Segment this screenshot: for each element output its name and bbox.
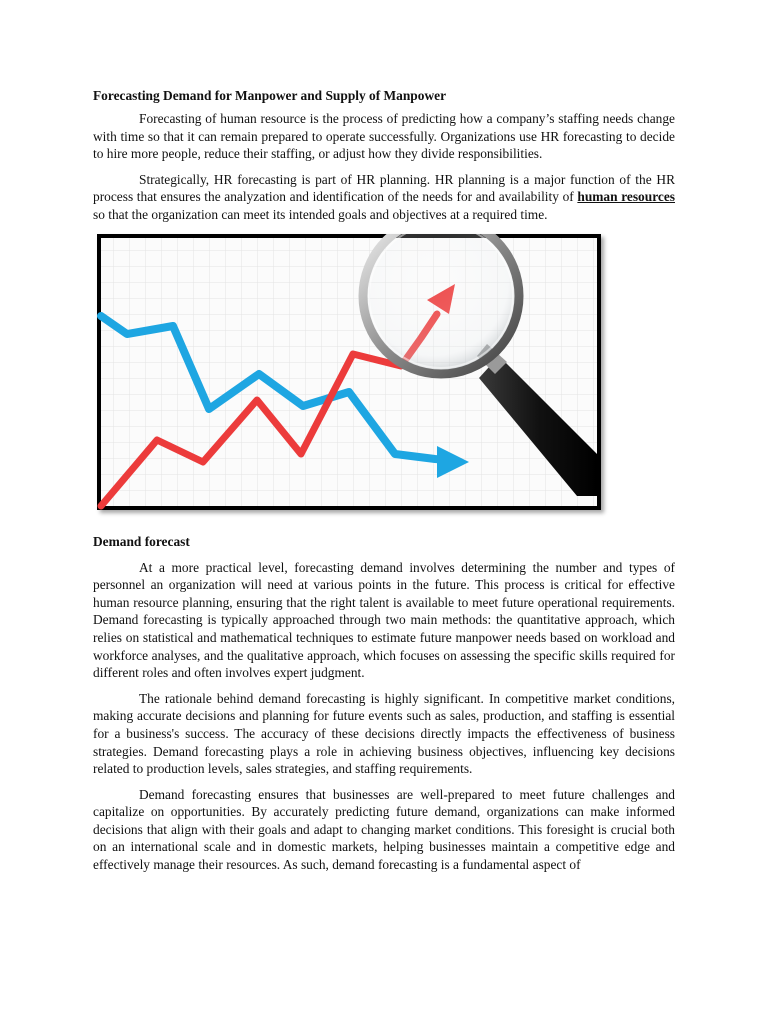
forecast-figure [97, 234, 601, 510]
intro-paragraph-1: Forecasting of human resource is the process of predicting how a company’s staffing needs change with time so that it can remain prepared to operate successfully. Organizations use HR forecasting to decide to hire more people, reduce their staffing, or adjust how they divide responsibilities. [93, 111, 675, 162]
section-heading: Demand forecast [93, 533, 190, 549]
forecast-illustration [97, 234, 601, 510]
intro-paragraph-2 [93, 171, 675, 224]
document-page [93, 86, 675, 882]
human-resources-link[interactable]: human resources [577, 189, 675, 205]
intro-paragraph-2-text-start: Strategically, HR forecasting is part of HR planning. HR planning is a major function of the HR process that ensures the analyzation and identification of the needs for and availability of [93, 171, 675, 205]
section-paragraph-3: Demand forecasting ensures that businesses are well-prepared to meet future challenges and capitalize on opportunities. By accurately predicting future demand, organizations can make informed decisions that align with their goals and adapt to changing market conditions. This foresight is crucial both on an international scale and in domestic markets, helping businesses maintain a competitive edge and effectively manage their resources. As such, demand forecasting is a fundamental aspect of [93, 786, 675, 873]
intro-paragraph-2-text-end: so that the organization can meet its intended goals and objectives at a required time. [93, 206, 548, 222]
section-paragraph-1: At a more practical level, forecasting demand involves determining the number and types of personnel an organization will need at various points in the future. This process is critical for effective human resource planning, ensuring that the right talent is available to meet future operational requirements. Demand forecasting is typically approached through two main methods: the quantitative approach, which relies on statistical and mathematical techniques to estimate future manpower needs based on workload and workforce analyses, and the qualitative approach, which focuses on assessing the specific skills required for different roles and often involves expert judgment. [93, 559, 675, 681]
section-paragraph-2: The rationale behind demand forecasting is highly significant. In competitive market conditions, making accurate decisions and planning for future events such as sales, production, and staffing is essential for a business's success. The accuracy of these decisions directly impacts the effectiveness of business strategies. Demand forecasting plays a role in achieving business objectives, influencing key decisions related to production levels, sales strategies, and staffing requirements. [93, 690, 675, 777]
document-title: Forecasting Demand for Manpower and Supply of Manpower [93, 88, 447, 103]
